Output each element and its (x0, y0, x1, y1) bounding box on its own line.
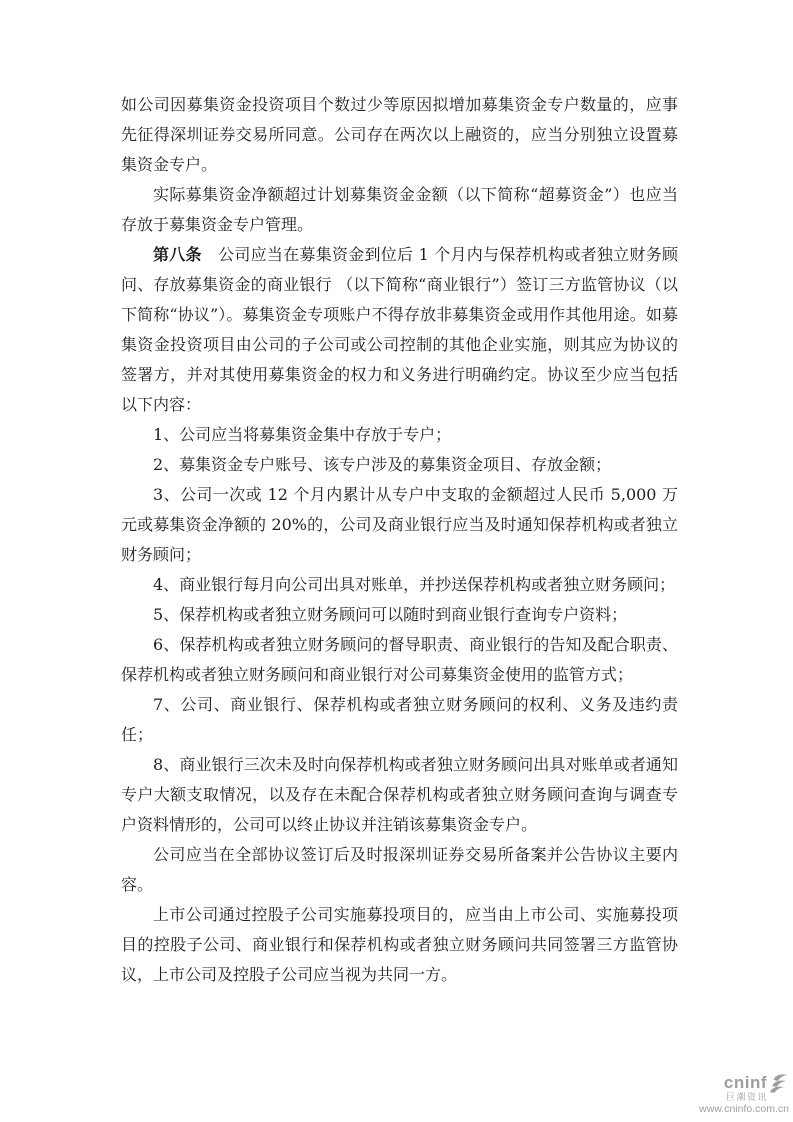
cninfo-logo-chinese-label: 巨潮资讯 (725, 1092, 768, 1102)
cninfo-logo-row (699, 1073, 789, 1093)
cninfo-logo (699, 1073, 789, 1116)
agreement-item-6: 6、保荐机构或者独立财务顾问的督导职责、商业银行的告知及配合职责、保荐机构或者独立财务顾问和商业银行对公司募集资金使用的监管方式； (121, 635, 678, 684)
agreement-item-2: 2、募集资金专户账号、该专户涉及的募集资金项目、存放金额； (153, 455, 612, 474)
agreement-item-4: 4、商业银行每月向公司出具对账单，并抄送保荐机构或者独立财务顾问； (153, 575, 676, 594)
cninfo-website: www.cninfo.com.cn (699, 1103, 789, 1115)
document-body (121, 90, 678, 990)
agreement-item-1: 1、公司应当将募集资金集中存放于专户； (153, 425, 452, 444)
cninfo-logo-text: cninf (723, 1073, 767, 1092)
agreement-item-5: 5、保荐机构或者独立财务顾问可以随时到商业银行查询专户资料； (153, 605, 628, 624)
cninfo-swirl-icon (768, 1073, 789, 1094)
agreement-item-3: 3、公司一次或 12 个月内累计从专户中支取的金额超过人民币 5,000 万元或募集资金净额的 20%的，公司及商业银行应当及时通知保荐机构或者独立财务顾问； (121, 485, 678, 564)
agreement-item-7: 7、公司、商业银行、保荐机构或者独立财务顾问的权利、义务及违约责任； (121, 695, 678, 744)
paragraph-article-8: 第八条 公司应当在募集资金到位后 1 个月内与保荐机构或者独立财务顾问、存放募集资金的商业银行 （以下简称“商业银行”）签订三方监管协议（以下简称“协议”）。募集资金专项账户不得存放非募集资金或用作其他用途。如募集资金投资项目由公司的子公司或公司控制的其他企业实施，则其应为协议的签署方，并对其使用募集资金的权力和义务进行明确约定。协议至少应当包括以下内容： (121, 245, 678, 414)
paragraph-subsidiary: 上市公司通过控股子公司实施募投项目的，应当由上市公司、实施募投项目的控股子公司、商业银行和保荐机构或者独立财务顾问共同签署三方监管协议，上市公司及控股子公司应当视为共同一方。 (121, 905, 678, 984)
article-number: 第八条 (153, 245, 202, 264)
agreement-item-8: 8、商业银行三次未及时向保荐机构或者独立财务顾问出具对账单或者通知专户大额支取情况，以及存在未配合保荐机构或者独立财务顾问查询与调查专户资料情形的，公司可以终止协议并注销该募集资金专户。 (121, 755, 678, 834)
paragraph-filing: 公司应当在全部协议签订后及时报深圳证券交易所备案并公告协议主要内容。 (121, 845, 678, 894)
paragraph-continuation: 如公司因募集资金投资项目个数过少等原因拟增加募集资金专户数量的，应事先征得深圳证券交易所同意。公司存在两次以上融资的，应当分别独立设置募集资金专户。 (121, 95, 678, 174)
paragraph-over-raised-funds: 实际募集资金净额超过计划募集资金金额（以下简称“超募资金”）也应当存放于募集资金专户管理。 (121, 185, 678, 234)
